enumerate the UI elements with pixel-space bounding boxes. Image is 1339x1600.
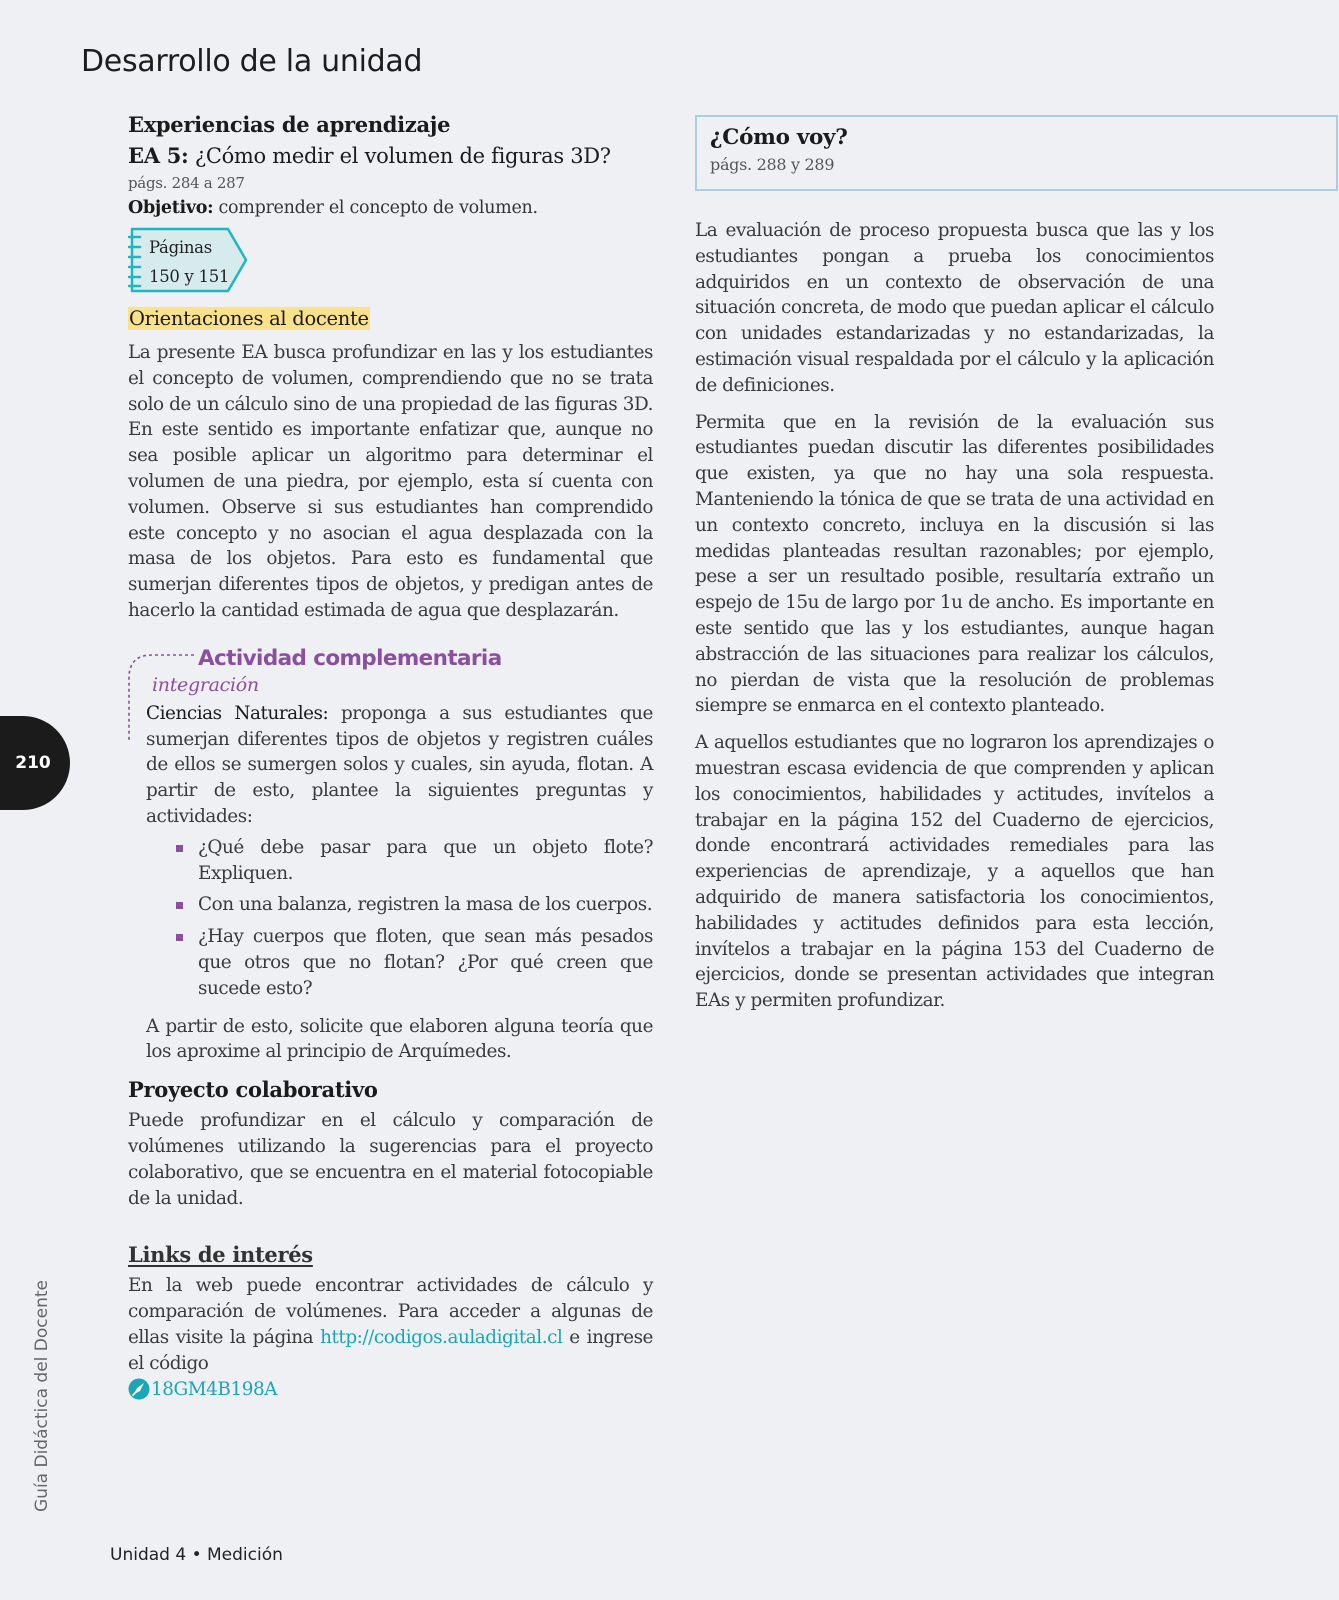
links-text-before: En la web puede encontrar actividades de cálculo y comparación de volúmenes. Para acceder a algunas de ellas visite la página	[128, 1275, 653, 1348]
activity-outro: A partir de esto, solicite que elaboren alguna teoría que los aproxime al principio de Arquímedes.	[146, 1015, 653, 1063]
pages-tag-text	[149, 233, 229, 291]
page-title: Desarrollo de la unidad	[81, 44, 423, 79]
links-heading: Links de interés	[128, 1242, 313, 1268]
activity-lead-label: Ciencias Naturales:	[146, 702, 329, 724]
ea-title-text: ¿Cómo medir el volumen de figuras 3D?	[188, 144, 611, 168]
objective	[128, 198, 653, 218]
activity-lead-text: proponga a sus estudiantes que sumerjan diferentes tipos de objetos y registren cuáles de ellos se sumergen solos y cuales, sin ayuda, flotan. A partir de esto, plantee la siguientes preguntas y actividades:	[146, 702, 653, 827]
activity-subtitle: integración	[152, 673, 259, 696]
pages-tag-line2: 150 y 151	[149, 267, 230, 286]
orientaciones-text: La presente EA busca profundizar en las y los estudiantes el concepto de volumen, comprendiendo que no se trata solo de un cálculo sino de una propiedad de las figuras 3D. En este sentido es importante enfatizar que, aunque no sea posible aplicar un algoritmo para determinar el volumen de una piedra, por ejemplo, esta sí cuenta con volumen. Observe si sus estudiantes han comprendido este concepto y no asocian el agua desplazada con la masa de los objetos. Para esto es fundamental que sumerjan diferentes tipos de objetos, y predigan antes de hacerlo la cantidad estimada de agua que desplazarán.	[128, 342, 653, 621]
bullet-item: ¿Hay cuerpos que floten, que sean más pesados que otros que no flotan? ¿Por qué creen que sucede esto?	[176, 924, 653, 1001]
page-number: 210	[15, 753, 51, 773]
code-line	[128, 1377, 653, 1403]
activity-title: Actividad complementaria	[198, 645, 502, 671]
objective-label: Objetivo:	[128, 198, 214, 218]
orientaciones-heading: Orientaciones al docente	[129, 307, 369, 330]
page-number-tab	[0, 716, 70, 810]
section-heading: Experiencias de aprendizaje	[128, 112, 451, 137]
links-text-after: e ingrese el código	[128, 1326, 653, 1374]
right-paragraph: A aquellos estudiantes que no lograron los aprendizajes o muestran escasa evidencia de que comprenden y aplican los conocimientos, habilidades y actitudes, invítelos a trabajar en la página 152 del Cuaderno de ejercicios, donde encontrará actividades remediales para las experiencias de aprendizaje, y a aquellos que han adquirido de manera satisfactoria los conocimientos, habilidades y actitudes definidos para esta lección, invítelos a trabajar en la página 153 del Cuaderno de ejercicios, donde se presentan actividades que integran EAs y permiten profundizar.	[695, 732, 1214, 1012]
proyecto-text: Puede profundizar en el cálculo y comparación de volúmenes utilizando la sugerencias para el proyecto colaborativo, que se encuentra en el material fotocopiable de la unidad.	[128, 1110, 653, 1209]
activity-box	[128, 646, 653, 1065]
como-voy-box	[695, 115, 1338, 191]
bullet-item: ¿Qué debe pasar para que un objeto flote? Expliquen.	[176, 835, 653, 887]
como-voy-title: ¿Cómo voy?	[710, 125, 848, 150]
objective-text: comprender el concepto de volumen.	[213, 198, 538, 218]
side-label: Guía Didáctica del Docente	[32, 1280, 52, 1512]
rocket-link-icon	[128, 1378, 150, 1400]
right-column	[695, 115, 1339, 1014]
activity-body	[146, 701, 653, 830]
activity-bullet-list	[176, 835, 653, 1002]
left-column	[128, 112, 653, 1402]
ea-label: EA 5:	[128, 143, 189, 168]
bullet-item: Con una balanza, registren la masa de los cuerpos.	[176, 892, 653, 918]
como-voy-pages: págs. 288 y 289	[710, 155, 835, 174]
footer: Unidad 4 • Medición	[110, 1545, 283, 1565]
right-paragraph: La evaluación de proceso propuesta busca que las y los estudiantes pongan a prueba los conocimientos adquiridos en un contexto de observación de una situación concreta, de modo que puedan aplicar el cálculo con unidades estandarizadas y no estandarizadas, la estimación visual respaldada por el cálculo y la aplicación de definiciones.	[695, 220, 1214, 396]
ea-pages: págs. 284 a 287	[128, 174, 245, 192]
links-code[interactable]: 18GM4B198A	[151, 1378, 278, 1400]
links-text	[128, 1273, 653, 1376]
right-text	[695, 218, 1214, 1014]
ea-title	[128, 143, 653, 168]
right-paragraph: Permita que en la revisión de la evaluación sus estudiantes puedan discutir las diferentes posibilidades que existen, ya que no hay una sola respuesta. Manteniendo la tónica de que se trata de una actividad en un contexto concreto, incluya en la discusión si las medidas planteadas resultan razonables; por ejemplo, pese a ser un resultado posible, resultaría extraño un espejo de 15u de largo por 1u de ancho. Es importante en este sentido que las y los estudiantes, aunque hagan abstracción de las situaciones para realizar los cálculos, no pierdan de vista que la resolución de problemas siempre se enmarca en el contexto planteado.	[695, 411, 1214, 717]
activity-bracket-icon	[128, 654, 194, 740]
links-url[interactable]: http://codigos.auladigital.cl	[320, 1326, 563, 1348]
proyecto-heading: Proyecto colaborativo	[128, 1077, 378, 1103]
pages-tag	[128, 227, 250, 293]
pages-tag-line1: Páginas	[149, 238, 212, 257]
